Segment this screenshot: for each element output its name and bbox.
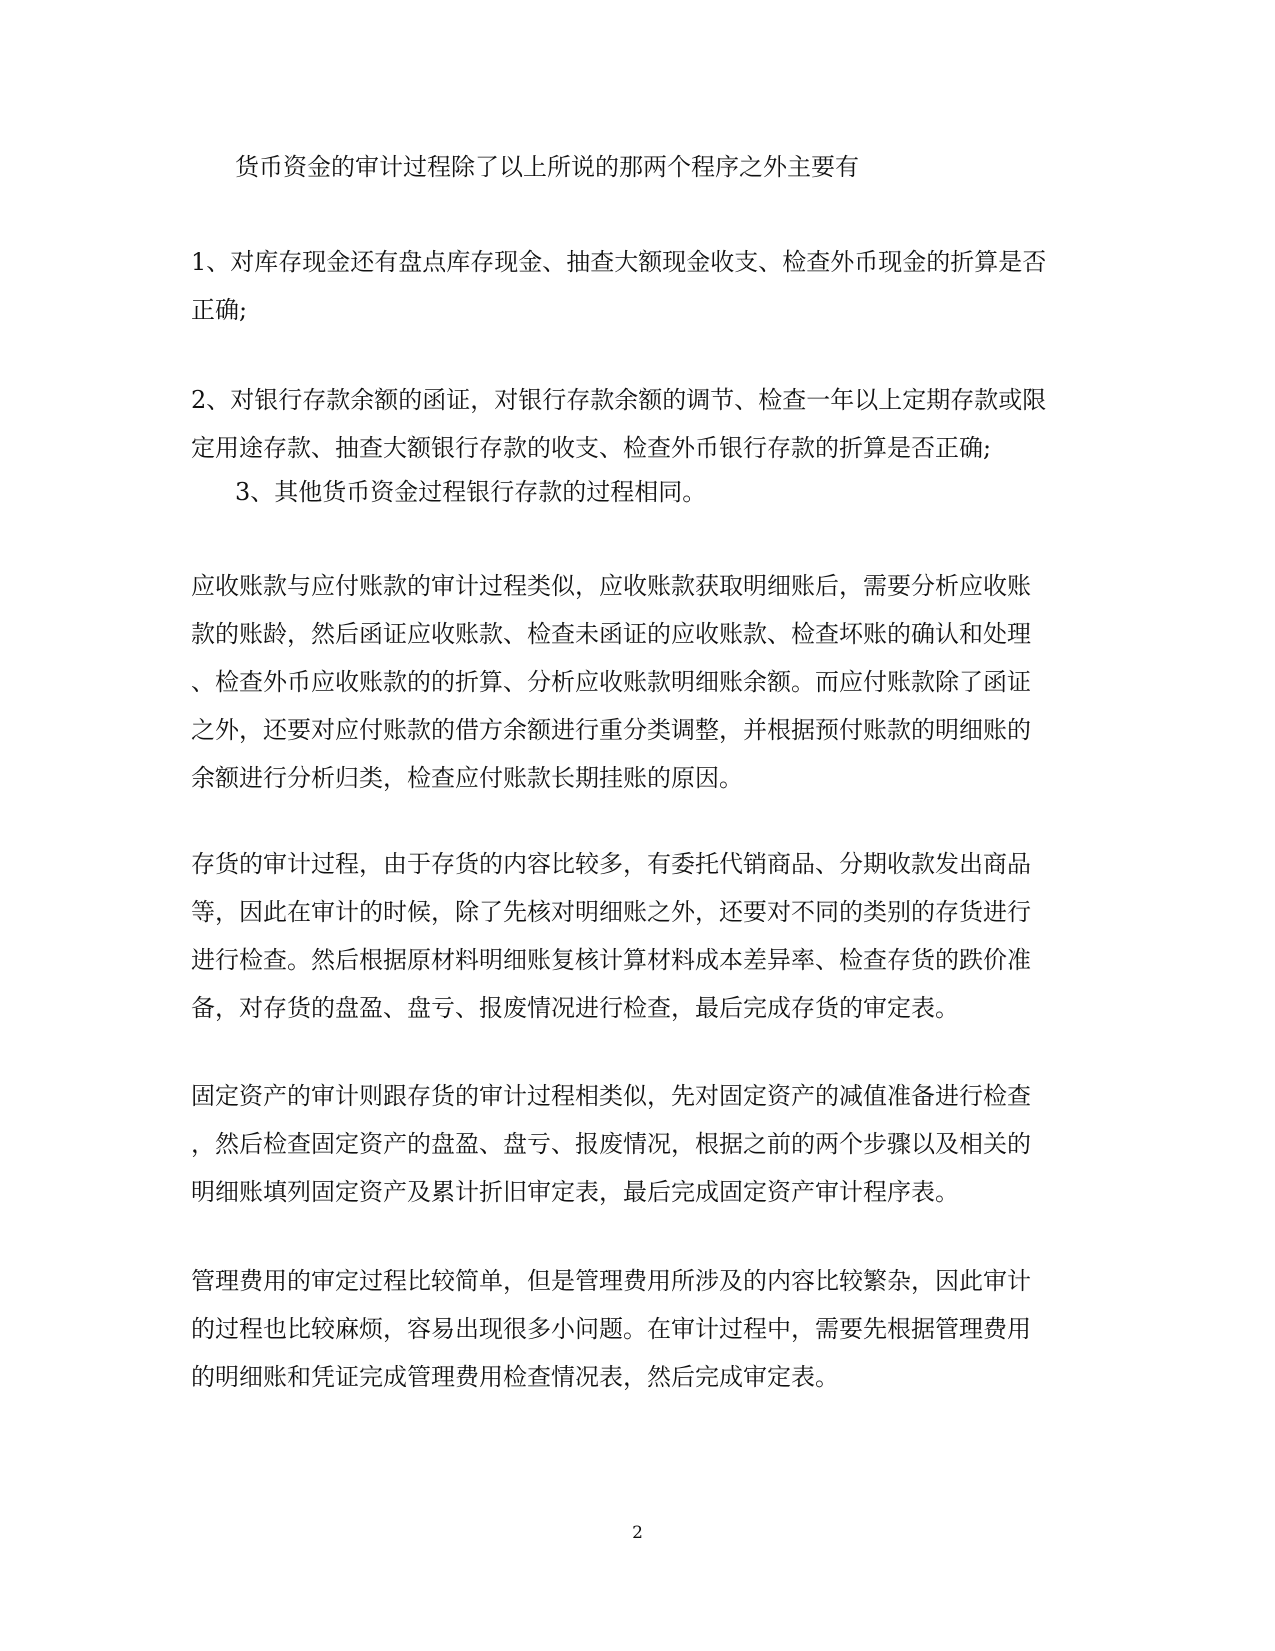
inventory-line-4: 备，对存货的盘盈、盘亏、报废情况进行检查，最后完成存货的审定表。 (191, 994, 959, 1022)
item-2-line-1: 2、对银行存款余额的函证，对银行存款余额的调节、检查一年以上定期存款或限 (191, 386, 1047, 414)
item-1-line-2: 正确; (191, 296, 248, 324)
item-1-paragraph (191, 238, 1081, 334)
receivables-line-4: 之外，还要对应付账款的借方余额进行重分类调整，并根据预付账款的明细账的 (191, 716, 1031, 744)
admin-expenses-paragraph (191, 1257, 1081, 1401)
fixed-assets-line-2: ，然后检查固定资产的盘盈、盘亏、报废情况，根据之前的两个步骤以及相关的 (191, 1130, 1031, 1158)
item-3-paragraph (235, 468, 1125, 516)
intro-line: 货币资金的审计过程除了以上所说的那两个程序之外主要有 (235, 153, 859, 181)
inventory-line-3: 进行检查。然后根据原材料明细账复核计算材料成本差异率、检查存货的跌价准 (191, 946, 1031, 974)
fixed-assets-line-1: 固定资产的审计则跟存货的审计过程相类似，先对固定资产的减值准备进行检查 (191, 1082, 1031, 1110)
admin-expenses-line-1: 管理费用的审定过程比较简单，但是管理费用所涉及的内容比较繁杂，因此审计 (191, 1267, 1031, 1295)
receivables-line-5: 余额进行分析归类，检查应付账款长期挂账的原因。 (191, 764, 743, 792)
item-2-paragraph (191, 376, 1081, 472)
receivables-paragraph (191, 562, 1081, 802)
inventory-line-2: 等，因此在审计的时候，除了先核对明细账之外，还要对不同的类别的存货进行 (191, 898, 1031, 926)
receivables-line-1: 应收账款与应付账款的审计过程类似，应收账款获取明细账后，需要分析应收账 (191, 572, 1031, 600)
intro-paragraph (235, 143, 1125, 191)
item-2-line-2: 定用途存款、抽查大额银行存款的收支、检查外币银行存款的折算是否正确; (191, 434, 992, 462)
inventory-line-1: 存货的审计过程，由于存货的内容比较多，有委托代销商品、分期收款发出商品 (191, 850, 1031, 878)
item-3-line: 3、其他货币资金过程银行存款的过程相同。 (235, 478, 707, 506)
receivables-line-2: 款的账龄，然后函证应收账款、检查未函证的应收账款、检查坏账的确认和处理 (191, 620, 1031, 648)
inventory-paragraph (191, 840, 1081, 1032)
admin-expenses-line-3: 的明细账和凭证完成管理费用检查情况表，然后完成审定表。 (191, 1363, 839, 1391)
fixed-assets-line-3: 明细账填列固定资产及累计折旧审定表，最后完成固定资产审计程序表。 (191, 1178, 959, 1206)
fixed-assets-paragraph (191, 1072, 1081, 1216)
item-1-line-1: 1、对库存现金还有盘点库存现金、抽查大额现金收支、检查外币现金的折算是否 (191, 248, 1047, 276)
admin-expenses-line-2: 的过程也比较麻烦，容易出现很多小问题。在审计过程中，需要先根据管理费用 (191, 1315, 1031, 1343)
receivables-line-3: 、检查外币应收账款的的折算、分析应收账款明细账余额。而应付账款除了函证 (191, 668, 1031, 696)
page-number: 2 (632, 1523, 643, 1543)
